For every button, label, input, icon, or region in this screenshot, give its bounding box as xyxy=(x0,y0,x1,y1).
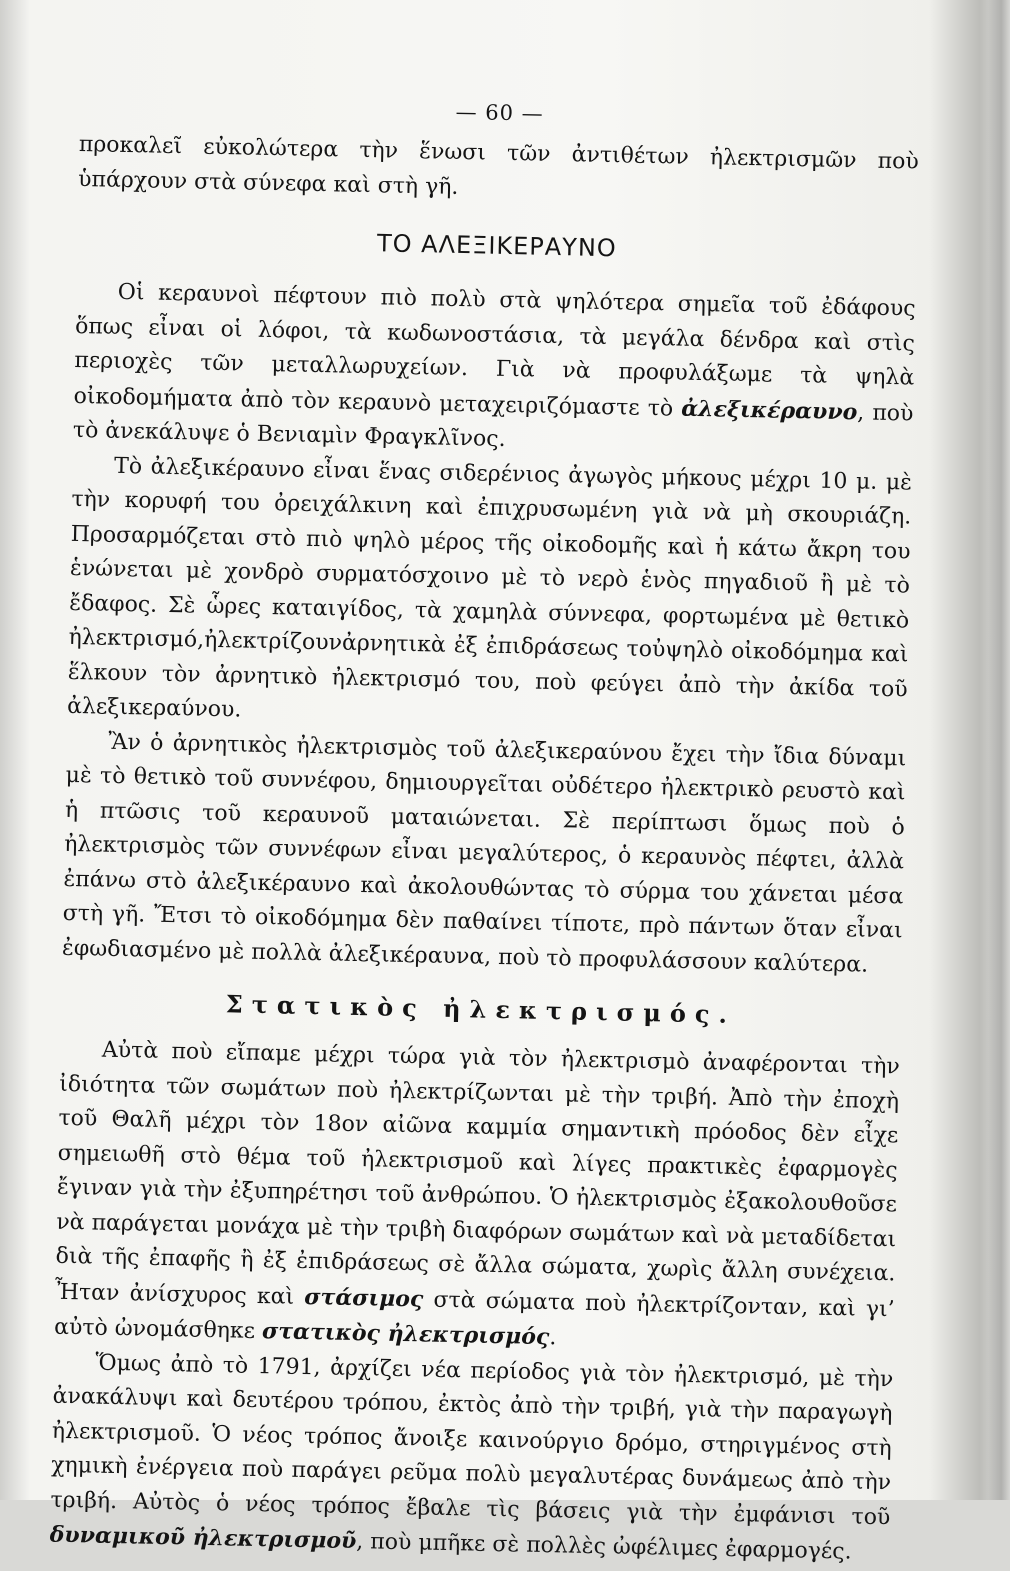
paragraph-lightning-strikes xyxy=(73,275,916,466)
paragraph-text: Αὐτὰ ποὺ εἴπαμε μέχρι τώρα γιὰ τὸν ἠλεκτρισμὸ ἀναφέρονται τὴν ἰδιότητα τῶν σωμάτων ποὺ ἠλεκτρίζωνται μὲ τὴν τριβή. Ἀπὸ τὴν ἐποχὴ τοῦ Θαλῆ μέχρι τὸν 18ον αἰῶνα καμμία σημαντικὴ πρόοδος δὲν εἶχε σημειωθῆ στὸ θέμα τοῦ ἠλεκτρισμοῦ καὶ λίγες πρακτικὲς ἐφαρμογὲς ἔγιναν γιὰ τὴν ἐξυπηρέτησι τοῦ ἀνθρώπου. Ὁ ἠλεκτρισμὸς ἐξακολουθοῦσε νὰ παράγεται μονάχα μὲ τὴν τριβὴ διαφόρων σωμάτων καὶ νὰ μεταδίδεται διὰ τῆς ἐπαφῆς ἢ ἐξ ἐπιδράσεως σὲ ἄλλα σώματα, χωρὶς ἄλλη συνέχεια. Ἦταν ἀνίσχυρος καὶ xyxy=(54,1037,901,1310)
intro-paragraph: προκαλεῖ εὐκολώτερα τὴν ἕνωσι τῶν ἀντιθέτων ἠλεκτρισμῶν ποὺ ὑπάρχουν στὰ σύνεφα καὶ στὴ γῆ. xyxy=(77,131,919,200)
paragraph-text: . xyxy=(549,1325,557,1351)
bold-term: στατικὸς ἠλεκτρισμός xyxy=(261,1318,550,1351)
paragraph-lightning-rod-function: Ἂν ὁ ἀρνητικὸς ἠλεκτρισμὸς τοῦ ἀλεξικεραύνου ἔχει τὴν ἴδια δύναμι μὲ τὸ θετικὸ τοῦ συννέφου, δημιουργεῖται οὐδέτερο ἠλεκτρικὸ ρευστὸ καὶ ἡ πτῶσις τοῦ κεραυνοῦ ματαιώνεται. Σὲ περίπτωσι ὅμως ποὺ ὁ ἠλεκτρισμὸς τῶν συννέφων εἶναι μεγαλύτερος, ὁ κεραυνὸς πέφτει, ἀλλὰ ἐπάνω στὸ ἀλεξικέραυνο καὶ ἀκολουθώντας τὸ σύρμα του χάνεται μέσα στὴ γῆ. Ἔτσι τὸ οἰκοδόμημα δὲν παθαίνει τίποτε, πρὸ πάντων ὅταν εἶναι ἐφωδιασμένο μὲ πολλὰ ἀλεξικέραυνα, ποὺ τὸ προφυλάσσουν καλύτερα. xyxy=(61,729,907,978)
binding-shadow xyxy=(988,0,1010,1500)
bold-term: στάσιμος xyxy=(304,1283,424,1312)
paragraph-text: , ποὺ τὸ ἀνεκάλυψε ὁ Βενιαμὶν Φραγκλῖνος. xyxy=(72,399,914,452)
paragraph-dynamic-electricity xyxy=(49,1345,893,1571)
bold-term: δυναμικοῦ ἠλεκτρισμοῦ xyxy=(49,1521,357,1555)
paragraph-static-electricity xyxy=(54,1033,900,1363)
paragraph-lightning-rod-construction: Τὸ ἀλεξικέραυνο εἶναι ἕνας σιδερένιος ἀγωγὸς μήκους μέχρι 10 μ. μὲ τὴν κορυφή του ὀρειχάλκινη καὶ ἐπιχρυσωμένη γιὰ νὰ μὴ σκουριάζη. Προσαρμόζεται στὸ πιὸ ψηλὸ μέρος τῆς οἰκοδομῆς καὶ ἡ κάτω ἄκρη του ἑνώνεται μὲ χονδρὸ συρματόσχοινο μὲ τὸ νερὸ ἑνὸς πηγαδιοῦ ἢ μὲ τὸ ἔδαφος. Σὲ ὧρες καταιγίδος, τὰ χαμηλὰ σύννεφα, φορτωμένα μὲ θετικὸ ἠλεκτρισμό,ἠλεκτρίζουνἀρνητικὰ ἐξ ἐπιδράσεως τοὐψηλὸ οἰκοδόμημα καὶ ἕλκουν τὸν ἀρνητικὸ ἠλεκτρισμό του, ποὺ φεύγει ἀπὸ τὴν ἀκίδα τοῦ ἀλεξικεραύνου. xyxy=(66,453,913,723)
page-content xyxy=(49,92,919,1571)
paragraph-text: , ποὺ μπῆκε σὲ πολλὲς ὠφέλιμες ἐφαρμογές. xyxy=(356,1529,852,1565)
paragraph-text: Ὅμως ἀπὸ τὸ 1791, ἀρχίζει νέα περίοδος γιὰ τὸν ἠλεκτρισμό, μὲ τὴν ἀνακάλυψι καὶ δευτέρου τρόπου, ἐκτὸς ἀπὸ τὴν τριβή, γιὰ τὴν παραγωγὴ ἠλεκτρισμοῦ. Ὁ νέος τρόπος ἄνοιξε καινούργιο δρόμο, στηριγμένος στὴ χημικὴ ἐνέργεια ποὺ παράγει ρεῦμα πολὺ μεγαλυτέρας δυνάμεως ἀπὸ τὴν τριβή. Αὐτὸς ὁ νέος τρόπος ἔβαλε τὶς βάσεις γιὰ τὴν ἐμφάνισι τοῦ xyxy=(50,1350,894,1530)
bold-term: ἀλεξικέραυνο xyxy=(681,395,858,425)
paragraph-text: Οἱ κεραυνοὶ πέφτουν πιὸ πολὺ στὰ ψηλότερα σημεῖα τοῦ ἐδάφους ὅπως εἶναι οἱ λόφοι, τὰ κωδωνοστάσια, τὰ μεγάλα δένδρα καὶ στὶς περιοχὲς τῶν μεταλλωρυχείων. Γιὰ νὰ προφυλάξωμε τὰ ψηλὰ οἰκοδομήματα ἀπὸ τὸν κεραυνὸ μεταχειριζόμαστε τὸ xyxy=(73,279,916,422)
page-number: — 60 — xyxy=(455,99,544,126)
paragraph-text: στὰ σώματα ποὺ ἠλεκτρίζονταν, καὶ γι’ αὐτὸ ὠνομάσθηκε xyxy=(53,1286,895,1345)
section-title-lightning-rod: ΤΟ ΑΛΕΞΙΚΕΡΑΥΝΟ xyxy=(376,229,617,263)
section-title-static-electricity: Στατικὸς ἠλεκτρισμός. xyxy=(225,989,737,1029)
